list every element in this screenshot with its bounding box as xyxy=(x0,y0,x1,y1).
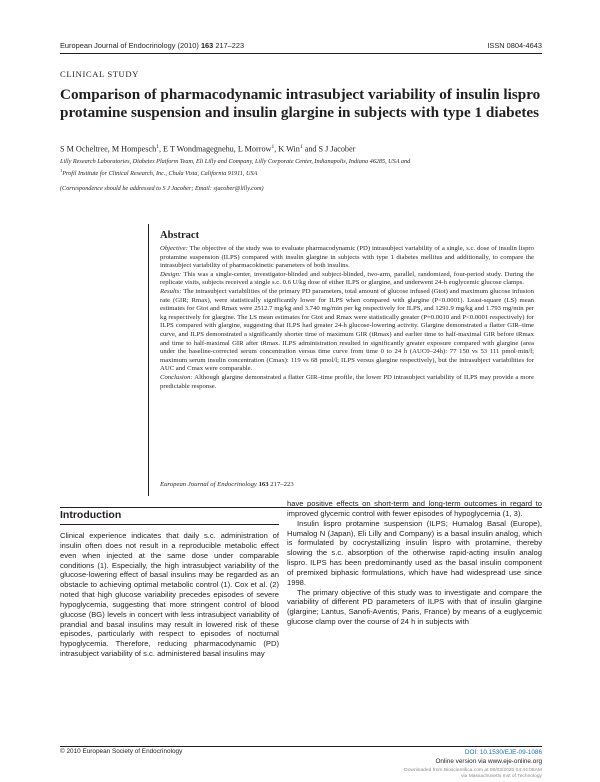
volume-number: 163 xyxy=(200,41,214,50)
abstract-body xyxy=(160,245,534,391)
affiliations: Lilly Research Laboratories, Diabetes Platform Team, Eli Lilly and Company, Lilly Corporate Center, Indianapolis, Indiana 46285, USA and $^1$Profil Institute for Clinical Research, Inc., Chula Vista, California 91911, USA xyxy=(60,158,411,178)
footer-rule xyxy=(60,746,542,747)
online-version: Online version via www.eje-online.org xyxy=(435,758,542,765)
doi-block xyxy=(435,748,542,766)
issn: ISSN 0804-4643 xyxy=(487,41,542,50)
doi-link[interactable]: DOI: 10.1530/EJE-09-1086 xyxy=(464,749,542,756)
correspondence: (Correspondence should be addressed to S J Jacober; Email: sjacober@lilly.com) xyxy=(60,185,264,192)
introduction-heading: Introduction xyxy=(60,509,122,521)
section-label: CLINICAL STUDY xyxy=(60,69,139,79)
header-rule xyxy=(60,53,542,54)
abstract-citation: European Journal of Endocrinology 163 217–223 xyxy=(160,481,294,488)
abstract-conclusion: Conclusion: Although glargine demonstrated a flatter GIR–time profile, the lower PD intrasubject variability of ILPS may provide a more predictable response. xyxy=(160,373,534,390)
introduction-paragraph: have positive effects on short-term and long-term outcomes in regard to improved glycemic control with fewer episodes of hypoglycemia (1, 3). xyxy=(287,499,542,518)
introduction-paragraph: Insulin lispro protamine suspension (ILPS; Humalog Basal (Europe), Humalog N (Japan), Eli Lilly and Company) is a basal insulin analog, which is formulated by cocrystallizing insulin lispro with protamine, thereby slowing the s.c. absorption of the otherwise rapid-acting insulin analog lispro. ILPS has been predominantly used as the basal insulin component of premixed biphasic formulations, which have had widespread use since 1998. xyxy=(287,518,542,587)
article-title: Comparison of pharmacodynamic intrasubject variability of insulin lispro protamine suspension and insulin glargine in subjects with type 1 diabetes xyxy=(60,86,541,121)
abstract-objective: Objective: The objective of the study was to evaluate pharmacodynamic (PD) intrasubject variability of a single, s.c. dose of insulin lispro protamine suspension (ILPS) compared with insulin glargine in subjects with type 1 diabetes mellitus and additionally, to compare the intrasubject variability of pharmacokinetic parameters of both insulins. xyxy=(160,245,534,270)
introduction-paragraph: Clinical experience indicates that daily s.c. administration of insulin often does not result in a reproducible metabolic effect even when injected at the same dose under comparable conditions (1). Especially, the high intrasubject variability of the glucose-lowering effect of basal insulins may be regarded as an obstacle to achieving optimal metabolic control (1). Cox et al. (2) noted that high glucose variability precedes episodes of severe hypoglycemia, suggesting that more stringent control of blood glucose (BG) levels in concert with less intrasubject variability of prandial and basal insulins may result in lowered risk of these episodes, particularly with respect to episodes of nocturnal hypoglycemia. Therefore, reducing pharmacodynamic (PD) intrasubject variability of s.c. administered basal insulins may xyxy=(60,531,279,659)
author-list: S M Ocheltree, M Hompesch$^1$, E T Wondmagegnehu, L Morrow$^1$, K Win$^1$ and S J Jacober xyxy=(60,144,356,154)
abstract-results: Results: The intrasubject variabilities of the primary PD parameters, total amount of glucose infused (Gtot) and maximum glucose infusion rate (GIR; Rmax), were statistically significantly lower for ILPS when compared with glargine (P<0.0001). Least-square (LS) mean estimates for Gtot and Rmax were 2512.7 mg/kg and 3.740 mg/min per kg respectively for ILPS, and 1291.9 mg/kg and 1.793 mg/min per kg respectively for glargine. The LS mean estimates for Gtot and Rmax were statistically greater (P=0.0010 and P<0.0001 respectively) for ILPS compared with glargine, suggesting that ILPS had greater 24-h glucose-lowering activity. Glargine demonstrated a flatter GIR–time curve, and ILPS demonstrated a significantly shorter time of maximum GIR (tRmax) and earlier time to half-maximal GIR before tRmax and time to half-maximal GIR after tRmax. ILPS administration resulted in significantly greater exposure compared with glargine (area under the baseline-corrected serum concentration versus time curve from time 0 to 24 h (AUC0–24h): 77 150 vs 53 111 pmol·min/l; maximum serum insulin concentration (Cmax): 119 vs 68 pmol/l; ILPS versus glargine respectively), but the intrasubject variabilities for AUC and Cmax were comparable. xyxy=(160,287,534,373)
abstract-heading: Abstract xyxy=(160,230,200,241)
abstract-design: Design: This was a single-center, investigator-blinded and subject-blinded, two-arm, parallel, randomized, four-period study. During the replicate visits, subjects received a single s.c. 0.6 U/kg dose of either ILPS or glargine, and underwent 24-h euglycemic glucose clamps. xyxy=(160,270,534,287)
download-notice: Downloaded from Bioscientifica.com at 08/03/2020 04:44:08AM via Massachusetts Inst of Technology xyxy=(404,768,542,780)
introduction-paragraph: The primary objective of this study was to investigate and compare the variability of different PD parameters of ILPS with that of insulin glargine (glargine; Lantus, Sanofi-Aventis, Paris, France) by means of a euglycemic glucose clamp over the course of 24 h in subjects with xyxy=(287,587,542,627)
journal-citation-header: European Journal of Endocrinology (2010) 163 217–223 xyxy=(60,41,245,50)
introduction-right-column xyxy=(287,499,542,627)
introduction-rule xyxy=(60,524,279,525)
introduction-left-column xyxy=(60,531,279,659)
copyright: © 2010 European Society of Endocrinology xyxy=(60,748,183,755)
